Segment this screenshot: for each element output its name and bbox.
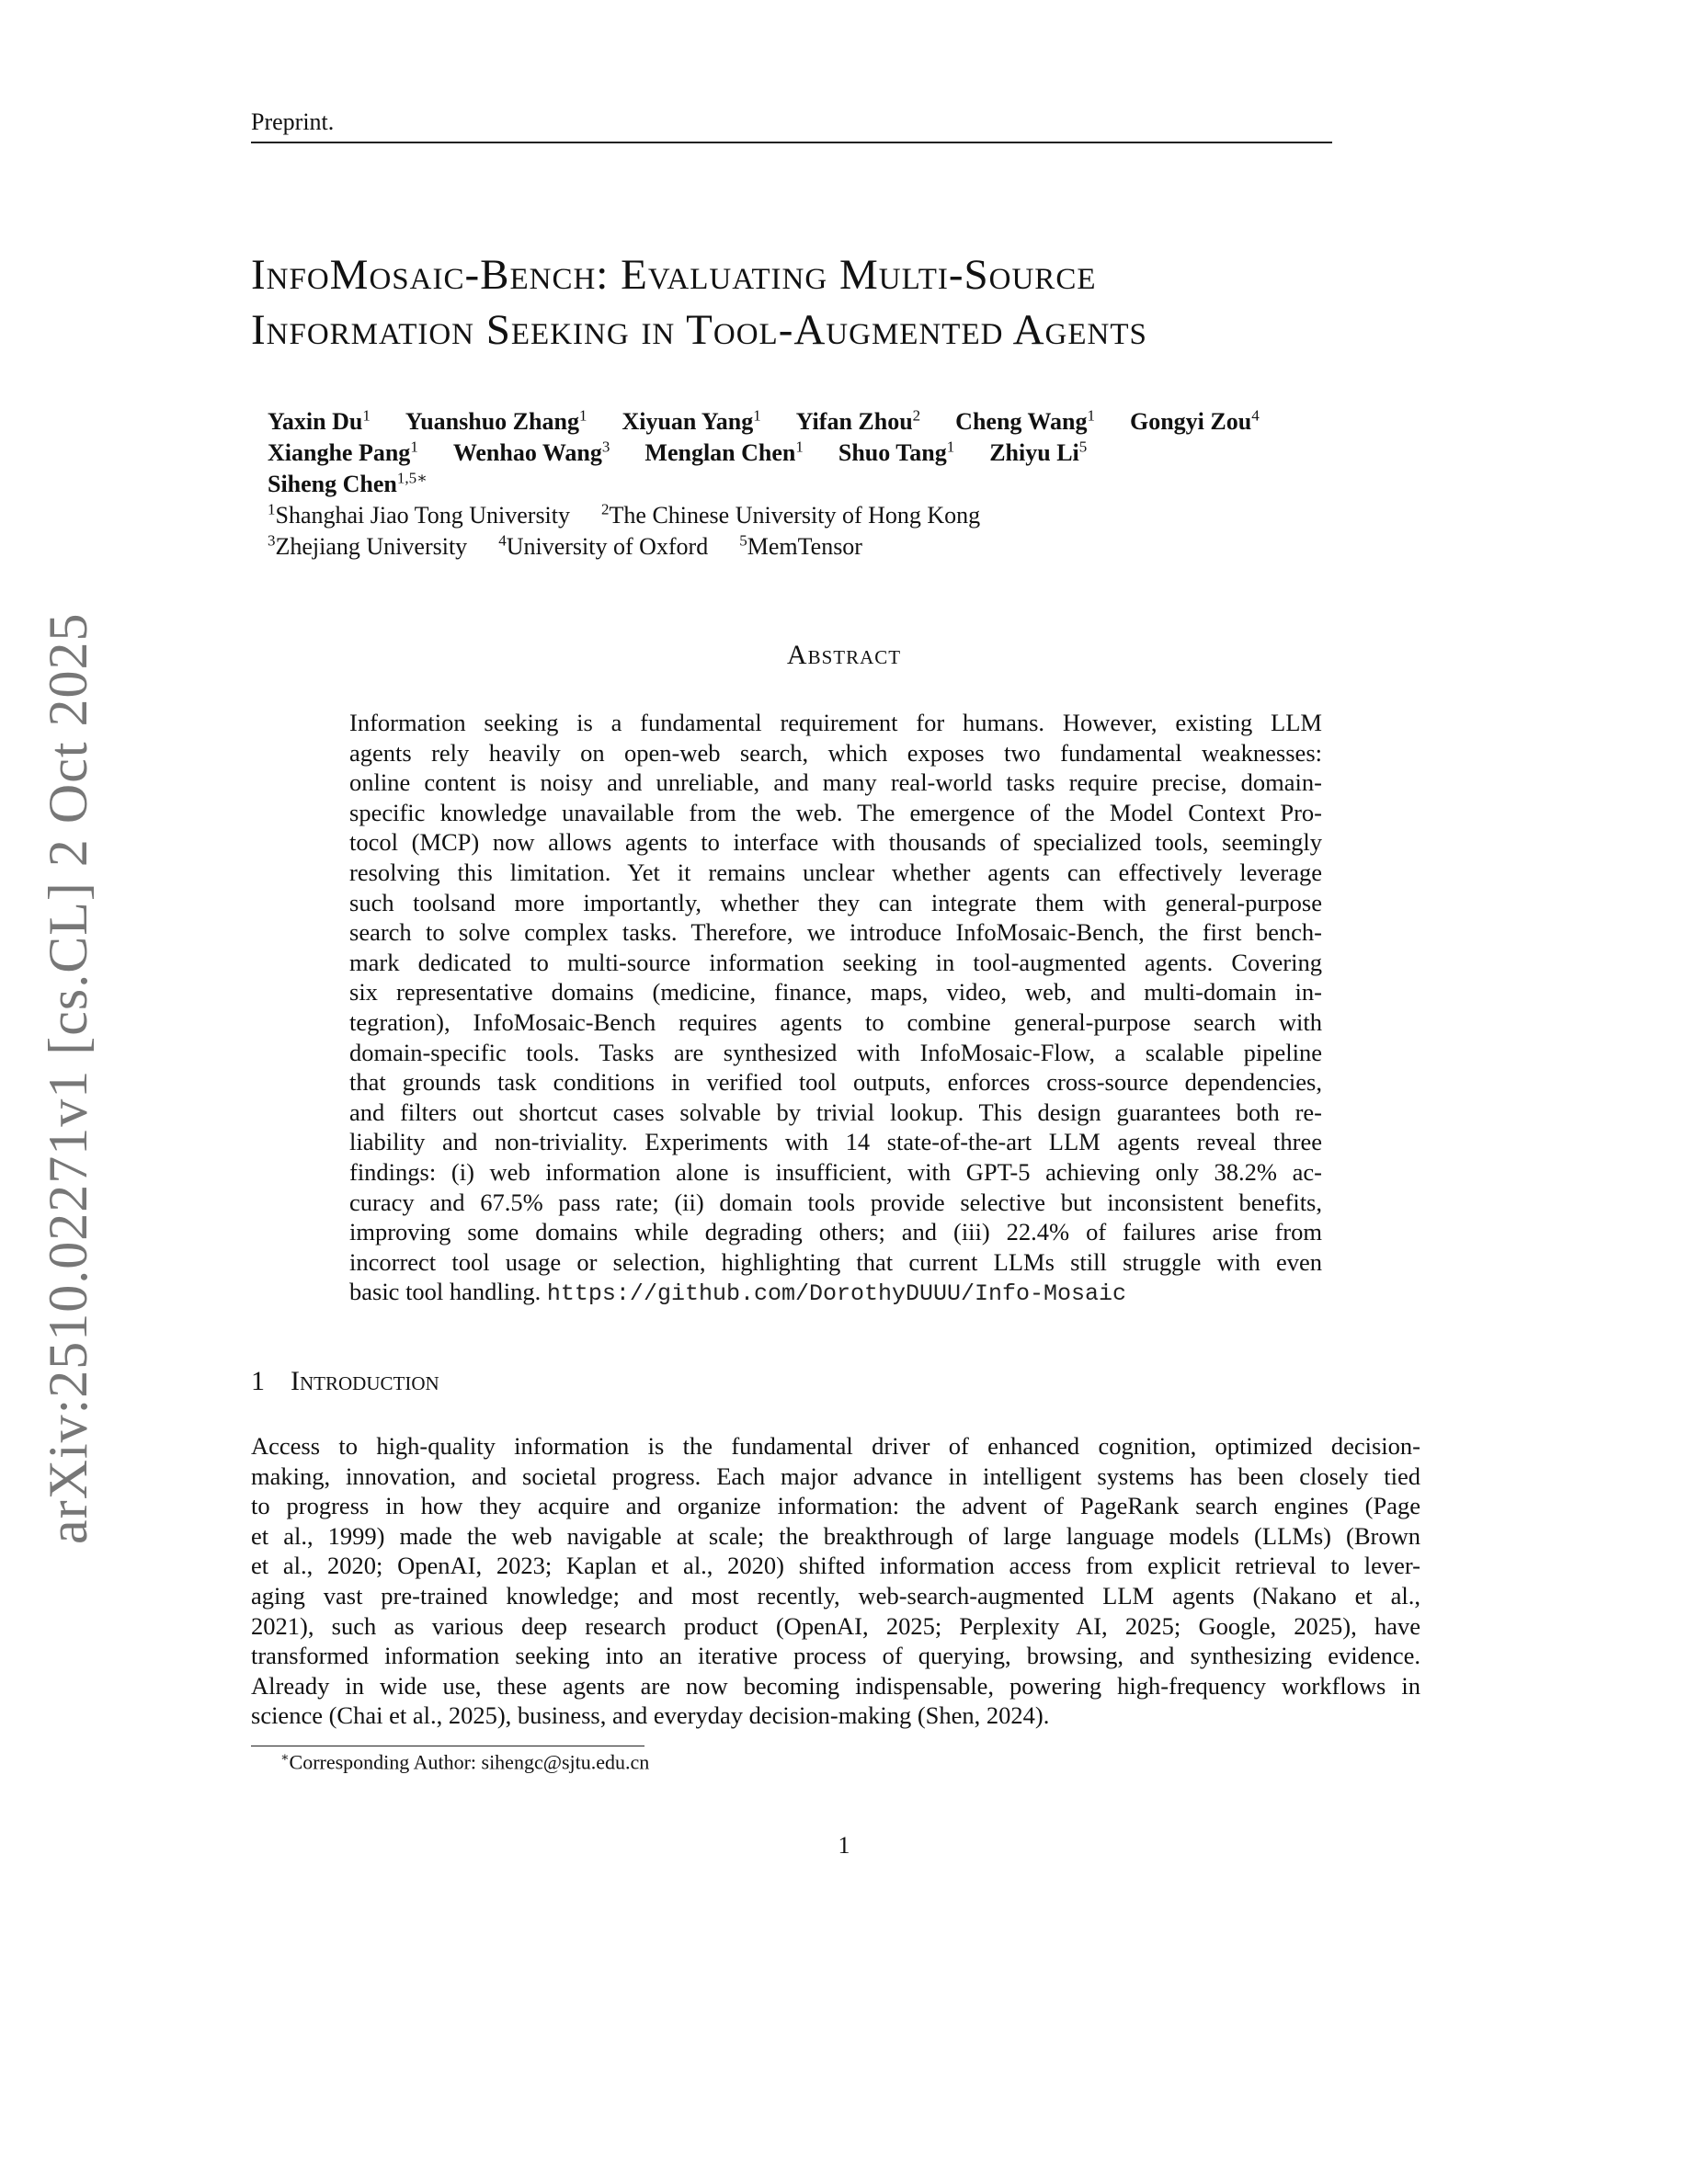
abstract-heading: Abstract (786, 640, 902, 670)
author-affiliation-mark: 1 (410, 438, 418, 455)
author-affiliation-mark: 3 (601, 438, 610, 455)
author-name: Xianghe Pang (268, 438, 411, 466)
abstract-line: findings: (i) web information alone is insufficient, with GPT-5 achieving only 38.2% ac- (349, 1158, 1322, 1186)
section-title: Introduction (291, 1366, 439, 1396)
author-affiliation-mark: 2 (912, 406, 921, 424)
abstract-line: tocol (MCP) now allows agents to interface with thousands of specialized tools, seemingly (349, 828, 1322, 857)
abstract-line: and filters out shortcut cases solvable by trivial lookup. This design guarantees both re- (349, 1098, 1322, 1126)
author-affiliation-mark: 1 (578, 406, 587, 424)
author (838, 439, 954, 466)
paper-title-line-2: Information Seeking in Tool-Augmented Agents (251, 306, 1147, 354)
author (644, 439, 803, 466)
author-affiliation-mark: 1 (1087, 406, 1095, 424)
author (268, 471, 428, 497)
running-header: Preprint. (251, 108, 335, 135)
intro-line: Access to high-quality information is the fundamental driver of enhanced cognition, optimized decision- (251, 1432, 1420, 1460)
author (268, 408, 371, 435)
affiliation-number: 2 (601, 500, 610, 518)
author (268, 439, 418, 466)
author (453, 439, 610, 466)
author (796, 408, 920, 435)
intro-line: Already in wide use, these agents are now becoming indispensable, powering high-frequency workflows in (251, 1671, 1420, 1700)
author-name: Yuanshuo Zhang (405, 407, 579, 435)
affiliation-name: MemTensor (747, 532, 862, 560)
affiliation-number: 1 (268, 500, 276, 518)
intro-line: et al., 1999) made the web navigable at scale; the breakthrough of large language models (LLMs) (Brown (251, 1521, 1420, 1550)
abstract-line: that grounds task conditions in verified tool outputs, enforces cross-source dependencies, (349, 1068, 1322, 1097)
affiliation-row (268, 500, 1011, 529)
author-affiliation-mark: 1 (753, 406, 761, 424)
author-affiliation-mark: 1 (362, 406, 371, 424)
abstract-line: online content is noisy and unreliable, and many real-world tasks require precise, domain- (349, 768, 1322, 797)
header-rule (251, 142, 1332, 143)
author-affiliation-mark: 5 (1078, 438, 1088, 455)
abstract-line: mark dedicated to multi-source information seeking in tool-augmented agents. Covering (349, 948, 1322, 976)
section-number: 1 (251, 1366, 265, 1396)
abstract-line: improving some domains while degrading others; and (iii) 22.4% of failures arise from (349, 1218, 1322, 1246)
affiliation-number: 4 (498, 531, 507, 549)
abstract-line: specific knowledge unavailable from the web. The emergence of the Model Context Pro- (349, 798, 1322, 826)
author-name: Gongyi Zou (1129, 407, 1252, 435)
github-link[interactable]: https://github.com/DorothyDUUU/Info-Mosaic (546, 1280, 1127, 1308)
author (405, 408, 587, 435)
author-name: Yifan Zhou (795, 407, 913, 435)
affiliation-name: The Chinese University of Hong Kong (609, 501, 981, 529)
affiliation-row (268, 531, 894, 561)
affiliation-number: 5 (739, 531, 747, 549)
author-name: Zhiyu Li (989, 438, 1079, 466)
author (955, 408, 1095, 435)
affiliation (498, 533, 708, 560)
affiliation-name: University of Oxford (506, 532, 709, 560)
abstract-line (349, 1277, 1126, 1306)
author-affiliation-mark: 1 (795, 438, 804, 455)
author (989, 439, 1087, 466)
abstract-line: agents rely heavily on open-web search, which exposes two fundamental weaknesses: (349, 738, 1322, 767)
abstract-line: six representative domains (medicine, finance, maps, video, web, and multi-domain in- (349, 978, 1322, 1007)
author-row (268, 469, 462, 498)
abstract-line: incorrect tool usage or selection, highlighting that current LLMs still struggle with even (349, 1247, 1322, 1276)
author-name: Shuo Tang (838, 438, 947, 466)
intro-line: making, innovation, and societal progress. Each major advance in intelligent systems has been closely tied (251, 1462, 1420, 1490)
intro-line: to progress in how they acquire and organize information: the advent of PageRank search engines (Page (251, 1492, 1420, 1520)
affiliation (601, 502, 980, 529)
author-affiliation-mark: 4 (1251, 406, 1260, 424)
abstract-line: curacy and 67.5% pass rate; (ii) domain tools provide selective but inconsistent benefits, (349, 1188, 1322, 1216)
page-number: 1 (838, 1832, 850, 1859)
intro-line: transformed information seeking into an iterative process of querying, browsing, and synthesizing evidence. (251, 1642, 1420, 1670)
affiliation (268, 533, 467, 560)
footnote-text: Corresponding Author: sihengc@sjtu.edu.cn (289, 1750, 650, 1774)
abstract-line: resolving this limitation. Yet it remains unclear whether agents can effectively leverage (349, 859, 1322, 886)
abstract-line: Information seeking is a fundamental requirement for humans. However, existing LLM (349, 709, 1322, 736)
paper-title-line-1: InfoMosaic-Bench: Evaluating Multi-Source (251, 251, 1097, 299)
affiliation (268, 502, 570, 529)
arxiv-stamp: arXiv:2510.02271v1 [cs.CL] 2 Oct 2025 (38, 612, 98, 1544)
author-name: Xiyuan Yang (622, 407, 754, 435)
section-heading-introduction (251, 1366, 439, 1397)
author-affiliation-mark: 1 (946, 438, 955, 455)
author-row (268, 438, 1122, 467)
abstract-line: liability and non-triviality. Experiments with 14 state-of-the-art LLM agents reveal three (349, 1128, 1322, 1156)
intro-line: aging vast pre-trained knowledge; and most recently, web-search-augmented LLM agents (Nakano et al., (251, 1582, 1420, 1610)
abstract-line: such toolsand more importantly, whether they can integrate them with general-purpose (349, 888, 1322, 916)
abstract-line-text: basic tool handling. (349, 1278, 542, 1306)
intro-line: science (Chai et al., 2025), business, and everyday decision-making (Shen, 2024). (251, 1701, 1050, 1730)
author-name: Menglan Chen (644, 438, 796, 466)
intro-line: 2021), such as various deep research product (OpenAI, 2025; Perplexity AI, 2025; Google, 2025), have (251, 1611, 1420, 1640)
author-name: Wenhao Wang (452, 438, 602, 466)
author-name: Yaxin Du (268, 407, 363, 435)
author-row (268, 406, 1295, 436)
abstract-line: tegration), InfoMosaic-Bench requires agents to combine general-purpose search with (349, 1008, 1322, 1036)
affiliation-name: Shanghai Jiao Tong University (275, 501, 571, 529)
footnote-mark: ∗ (280, 1751, 290, 1765)
abstract-line: search to solve complex tasks. Therefore, we introduce InfoMosaic-Bench, the first bench- (349, 918, 1322, 947)
author-affiliation-mark: 1,5∗ (396, 469, 428, 486)
author (1130, 408, 1260, 435)
intro-line: et al., 2020; OpenAI, 2023; Kaplan et al., 2020) shifted information access from explicit retrieval to lever- (251, 1552, 1420, 1580)
author (622, 408, 760, 435)
abstract-line: domain-specific tools. Tasks are synthesized with InfoMosaic-Flow, a scalable pipeline (349, 1038, 1322, 1066)
affiliation-number: 3 (268, 531, 276, 549)
affiliation (739, 533, 862, 560)
author-name: Cheng Wang (955, 407, 1088, 435)
footnote (280, 1750, 649, 1774)
author-name: Siheng Chen (268, 470, 397, 497)
affiliation-name: Zhejiang University (275, 532, 468, 560)
